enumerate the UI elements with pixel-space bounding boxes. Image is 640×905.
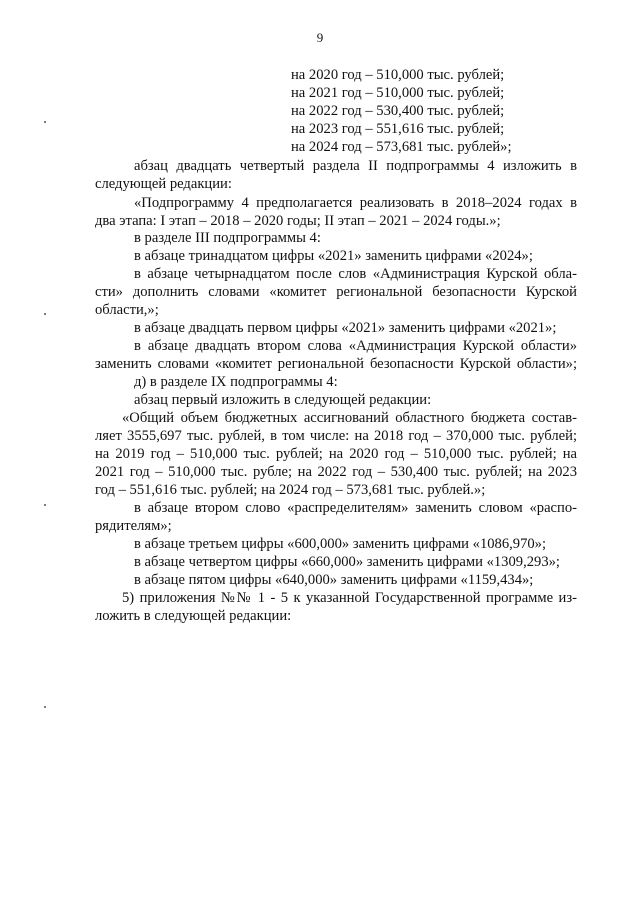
text-line: ляет 3555,697 тыс. рублей, в том числе: на 2018 год – 370,000 тыс. рублей; bbox=[95, 428, 577, 444]
text-line: заменить словами «комитет региональной безопасности Курской области»; bbox=[95, 356, 577, 372]
text-line: рядителям»; bbox=[95, 518, 172, 534]
text-line: д) в разделе IX подпрограммы 4: bbox=[134, 374, 338, 390]
text-line: на 2019 год – 510,000 тыс. рублей; на 2020 год – 510,000 тыс. рублей; на bbox=[95, 446, 577, 462]
text-line: 5) приложения №№ 1 - 5 к указанной Государственной программе из- bbox=[122, 590, 577, 606]
scan-speck bbox=[44, 313, 46, 315]
text-line: области,»; bbox=[95, 302, 159, 318]
text-line: в абзаце третьем цифры «600,000» заменить цифрами «1086,970»; bbox=[134, 536, 547, 552]
scan-speck bbox=[44, 504, 46, 506]
text-line: год – 551,616 тыс. рублей; на 2024 год – 573,681 тыс. рублей.»; bbox=[95, 482, 486, 498]
text-line: в абзаце втором слово «распределителям» заменить словом «распо- bbox=[134, 500, 577, 516]
text-line: ложить в следующей редакции: bbox=[95, 608, 292, 624]
text-line: в абзаце четырнадцатом после слов «Администрация Курской обла- bbox=[134, 266, 577, 282]
text-line: в разделе III подпрограммы 4: bbox=[134, 230, 321, 246]
scan-speck bbox=[44, 121, 46, 123]
text-line: в абзаце четвертом цифры «660,000» заменить цифрами «1309,293»; bbox=[134, 554, 560, 570]
text-line: «Подпрограмму 4 предполагается реализовать в 2018–2024 годах в bbox=[134, 195, 577, 211]
scan-speck bbox=[44, 706, 46, 708]
text-line: абзац первый изложить в следующей редакции: bbox=[134, 392, 432, 408]
year-line: на 2021 год – 510,000 тыс. рублей; bbox=[291, 85, 505, 101]
year-line: на 2020 год – 510,000 тыс. рублей; bbox=[291, 67, 505, 83]
text-line: 2021 год – 510,000 тыс. рубле; на 2022 год – 530,400 тыс. рублей; на 2023 bbox=[95, 464, 577, 480]
text-line: сти» дополнить словами «комитет региональной безопасности Курской bbox=[95, 284, 577, 300]
text-line: абзац двадцать четвертый раздела II подпрограммы 4 изложить в bbox=[134, 158, 577, 174]
text-line: в абзаце пятом цифры «640,000» заменить цифрами «1159,434»; bbox=[134, 572, 534, 588]
text-line: два этапа: I этап – 2018 – 2020 годы; II этап – 2021 – 2024 годы.»; bbox=[95, 213, 501, 229]
text-line: в абзаце двадцать первом цифры «2021» заменить цифрами «2021»; bbox=[134, 320, 557, 336]
text-line: в абзаце тринадцатом цифры «2021» заменить цифрами «2024»; bbox=[134, 248, 533, 264]
year-line: на 2024 год – 573,681 тыс. рублей»; bbox=[291, 139, 512, 155]
text-line: «Общий объем бюджетных ассигнований областного бюджета состав- bbox=[122, 410, 577, 426]
page-number: 9 bbox=[316, 30, 324, 45]
year-line: на 2023 год – 551,616 тыс. рублей; bbox=[291, 121, 505, 137]
text-line: следующей редакции: bbox=[95, 176, 232, 192]
text-line: в абзаце двадцать втором слова «Администрация Курской области» bbox=[134, 338, 577, 354]
year-line: на 2022 год – 530,400 тыс. рублей; bbox=[291, 103, 505, 119]
